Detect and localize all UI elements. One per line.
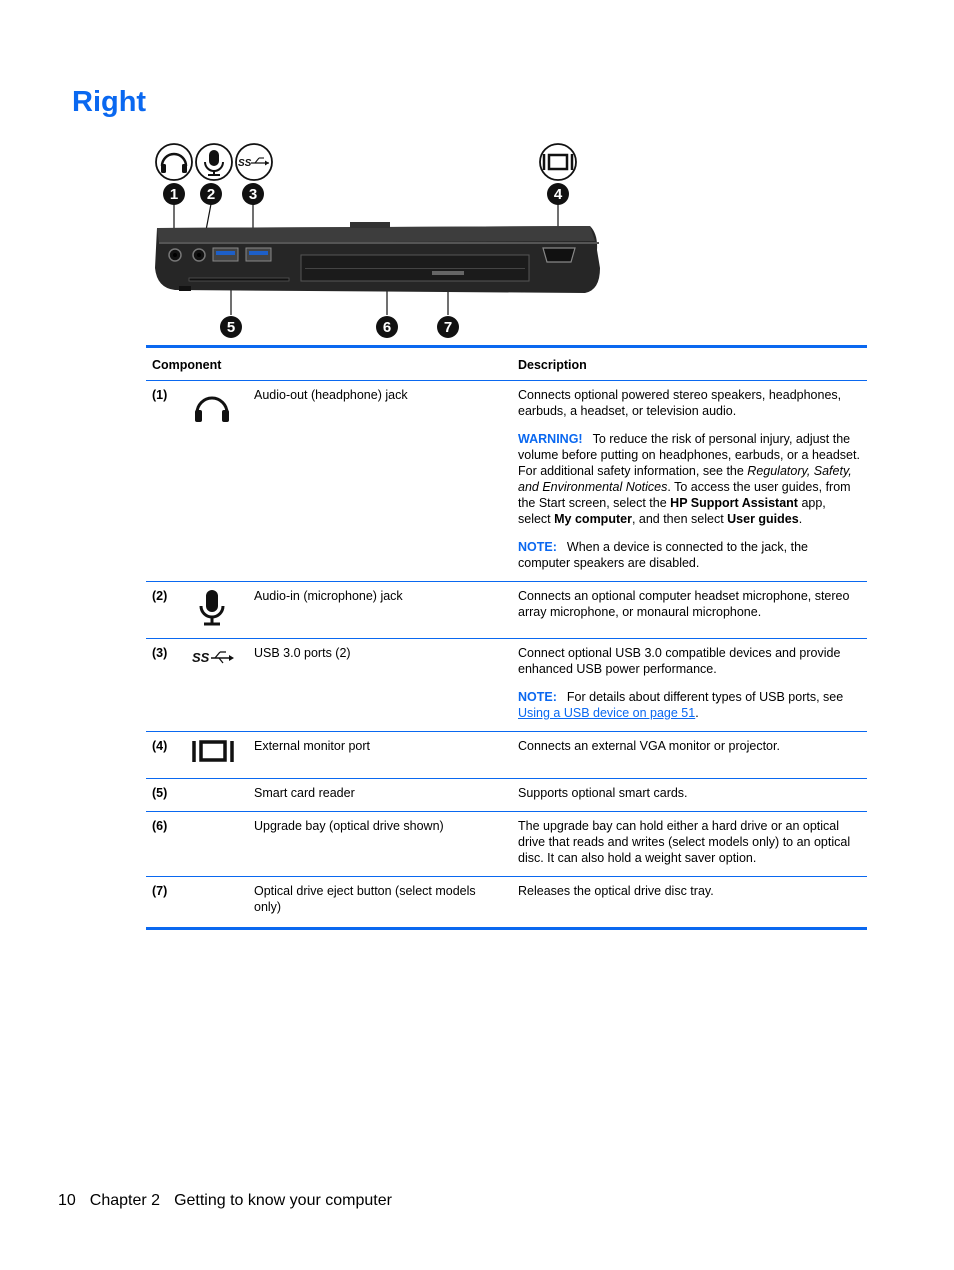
table-row	[146, 812, 867, 877]
usb3-icon	[236, 144, 272, 180]
svg-text:6: 6	[382, 319, 392, 336]
chapter-title: Getting to know your computer	[174, 1192, 392, 1209]
table-header-row	[146, 347, 867, 381]
headphone-icon	[192, 387, 232, 423]
callout-2	[200, 183, 222, 205]
table-row	[146, 779, 867, 812]
component-description: Connects an optional computer headset microphone, stereo array microphone, or monaural microphone.	[518, 589, 850, 619]
svg-text:SS: SS	[192, 650, 210, 665]
callout-1	[163, 183, 185, 205]
callout-5	[220, 316, 242, 338]
component-name: USB 3.0 ports (2)	[248, 639, 512, 732]
svg-text:3: 3	[248, 186, 258, 203]
svg-text:2: 2	[206, 186, 216, 203]
table-row	[146, 877, 867, 929]
warning-block: WARNING! To reduce the risk of personal injury, adjust the volume before putting on headphones, earbuds, or a headset. For additional safety information, see the Regulatory, Safety, and Environmental Notices. To access the user guides, from the Start screen, select the HP Support Assistant app, select My computer, and then select User guides.	[518, 432, 860, 526]
svg-text:7: 7	[443, 319, 453, 336]
note-block: NOTE: For details about different types of USB ports, see Using a USB device on page 51.	[518, 690, 844, 720]
note-label: NOTE:	[518, 690, 557, 704]
component-name: Optical drive eject button (select models only)	[254, 884, 476, 914]
component-name: Audio-in (microphone) jack	[248, 582, 512, 639]
header-description: Description	[512, 347, 867, 381]
component-name: Audio-out (headphone) jack	[248, 381, 512, 582]
laptop-right-side-figure	[145, 138, 615, 348]
component-description: Connect optional USB 3.0 compatible devices and provide enhanced USB power performance.	[518, 646, 841, 676]
headphone-icon	[156, 144, 192, 180]
svg-text:1: 1	[169, 186, 179, 203]
callout-6	[376, 316, 398, 338]
callout-7	[437, 316, 459, 338]
microphone-icon	[196, 144, 232, 180]
callout-4	[547, 183, 569, 205]
laptop-body	[155, 222, 600, 293]
svg-text:4: 4	[553, 186, 563, 203]
note-block: NOTE: When a device is connected to the jack, the computer speakers are disabled.	[518, 540, 809, 570]
table-row	[146, 639, 867, 732]
page-number: 10	[58, 1192, 76, 1209]
table-row	[146, 582, 867, 639]
microphone-icon	[192, 588, 232, 628]
usb3-label: SS	[238, 158, 252, 169]
row-number: (3)	[146, 639, 186, 732]
monitor-icon	[540, 144, 576, 180]
component-description: Releases the optical drive disc tray.	[518, 884, 714, 898]
monitor-icon	[192, 738, 234, 766]
usb3-icon	[192, 645, 236, 669]
note-label: NOTE:	[518, 540, 557, 554]
row-number: (6)	[146, 812, 186, 877]
usb-device-link[interactable]: Using a USB device on page 51	[518, 706, 696, 720]
chapter-label: Chapter 2	[89, 1192, 161, 1209]
component-name: External monitor port	[248, 732, 512, 779]
component-name: Smart card reader	[248, 779, 512, 812]
component-description: Connects an external VGA monitor or projector.	[518, 739, 780, 753]
callout-3	[242, 183, 264, 205]
component-name: Upgrade bay (optical drive shown)	[248, 812, 512, 877]
row-number: (5)	[146, 779, 186, 812]
component-table	[146, 345, 867, 930]
table-row	[146, 381, 867, 582]
component-description: Supports optional smart cards.	[518, 786, 688, 800]
component-description: Connects optional powered stereo speakers, headphones, earbuds, a headset, or television audio.	[518, 388, 842, 418]
svg-text:5: 5	[226, 319, 236, 336]
page-footer	[58, 1192, 406, 1210]
table-row	[146, 732, 867, 779]
row-number: (1)	[146, 381, 186, 582]
page-title: Right	[72, 86, 147, 118]
component-description: The upgrade bay can hold either a hard drive or an optical drive that reads and writes (select models only) to an optical disc. It can also hold a weight saver option.	[518, 819, 851, 865]
row-number: (2)	[146, 582, 186, 639]
warning-label: WARNING!	[518, 432, 583, 446]
row-number: (7)	[152, 884, 168, 898]
header-component: Component	[146, 347, 512, 381]
row-number: (4)	[146, 732, 186, 779]
